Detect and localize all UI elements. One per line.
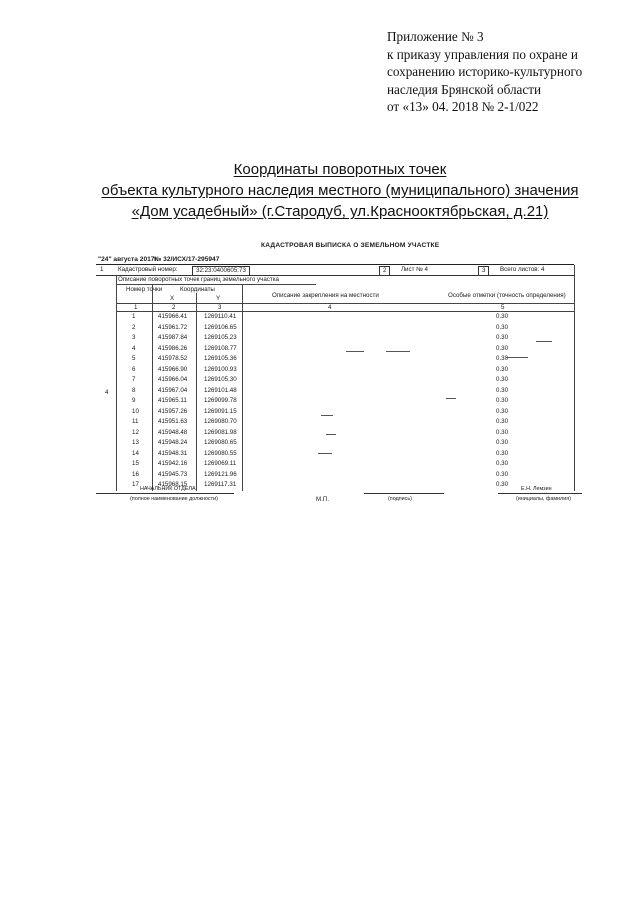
appendix-block <box>387 28 627 116</box>
cadastral-extract-scan <box>96 240 586 510</box>
coord-y: 1269080.55 <box>204 449 237 457</box>
accuracy: 0.30 <box>496 355 509 362</box>
point-number: 13 <box>132 439 139 446</box>
index-cell: 5 <box>501 304 505 311</box>
accuracy: 0.30 <box>496 481 509 488</box>
coord-y: 1269069.11 <box>204 460 237 467</box>
accuracy: 0.30 <box>496 397 509 404</box>
coord-x: 415961.72 <box>158 323 188 331</box>
coord-x: 415948.48 <box>158 428 188 436</box>
signer-name: Е.Н. Лемзин <box>521 486 552 492</box>
extract-table <box>96 264 574 491</box>
sheet-label: Лист № 4 <box>401 266 428 273</box>
section-label: Описание поворотных точек границ земельного участка <box>118 276 279 283</box>
index-cell: 2 <box>172 304 176 311</box>
coord-y: 1269110.41 <box>204 313 237 320</box>
index-cell: 1 <box>134 304 138 311</box>
point-number: 8 <box>132 386 136 394</box>
coord-x: 415966.90 <box>158 365 188 373</box>
table-row <box>116 376 576 384</box>
point-number: 9 <box>132 397 136 404</box>
table-row <box>116 313 576 321</box>
point-number: 5 <box>132 355 136 362</box>
coord-x: 415948.24 <box>158 439 188 446</box>
cadastral-number: 32:23:0400605:73 <box>192 266 250 276</box>
table-row <box>116 460 576 468</box>
accuracy: 0.30 <box>496 460 509 467</box>
total-box: 3 <box>478 266 489 276</box>
title-line: «Дом усадебный» (г.Стародуб, ул.Краснооктябрьская, д.21) <box>131 203 549 220</box>
scan-mark <box>506 357 528 358</box>
accuracy: 0.30 <box>496 439 509 446</box>
coord-x: 415942.16 <box>158 460 188 467</box>
point-number: 17 <box>132 481 139 488</box>
table-row <box>116 450 576 458</box>
point-number: 3 <box>132 334 136 341</box>
signer-name-caption: (инициалы, фамилия) <box>516 496 571 502</box>
accuracy: 0.30 <box>496 407 509 415</box>
extract-date: "24" августа 2017г. <box>98 256 159 263</box>
accuracy: 0.30 <box>496 428 509 436</box>
table-row <box>116 366 576 374</box>
signature-line <box>96 493 234 494</box>
accuracy: 0.30 <box>496 365 509 373</box>
coord-y: 1269081.98 <box>204 428 237 436</box>
document-title <box>60 159 620 222</box>
coord-x: 415968.15 <box>158 481 188 488</box>
form-number: 1 <box>100 266 104 273</box>
total-label: Всего листов: 4 <box>500 266 545 273</box>
header-x: X <box>170 295 175 302</box>
accuracy: 0.30 <box>496 313 509 320</box>
coord-x: 415986.26 <box>158 344 188 352</box>
coord-x: 415945.73 <box>158 470 188 478</box>
accuracy: 0.30 <box>496 376 509 383</box>
divider <box>116 303 574 304</box>
appendix-line: к приказу управления по охране и <box>387 46 578 62</box>
title-line: объекта культурного наследия местного (муниципального) значения <box>101 182 579 199</box>
coord-x: 415965.11 <box>158 397 187 404</box>
signature-line <box>364 493 444 494</box>
accuracy: 0.30 <box>496 418 509 425</box>
coord-x: 415966.04 <box>158 376 188 383</box>
scan-mark <box>446 398 456 399</box>
index-cell: 4 <box>328 304 332 311</box>
coord-x: 415967.04 <box>158 386 188 394</box>
accuracy: 0.30 <box>496 449 509 457</box>
accuracy: 0.30 <box>496 323 509 331</box>
coord-x: 415948.31 <box>158 449 188 457</box>
table-row <box>116 439 576 447</box>
header-number: Номер точки <box>126 286 163 293</box>
point-number: 2 <box>132 323 136 331</box>
coord-y: 1269091.15 <box>204 407 237 415</box>
header-notes: Особые отметки (точность определения) <box>448 292 566 299</box>
coord-y: 1269101.48 <box>204 386 237 394</box>
point-number: 10 <box>132 407 139 415</box>
point-number: 11 <box>132 418 139 425</box>
extract-heading: КАДАСТРОВАЯ ВЫПИСКА О ЗЕМЕЛЬНОМ УЧАСТКЕ <box>261 242 440 249</box>
header-coords: Координаты <box>180 286 215 293</box>
table-row <box>116 387 576 395</box>
coord-x: 415987.84 <box>158 334 188 341</box>
coord-y: 1269121.96 <box>204 470 237 478</box>
scan-mark <box>326 434 336 435</box>
table-row <box>116 397 576 405</box>
scan-mark <box>321 415 333 416</box>
appendix-line: наследия Брянской области <box>387 81 542 97</box>
coord-y: 1269105.36 <box>204 355 237 362</box>
divider <box>116 311 574 312</box>
accuracy: 0.30 <box>496 334 509 341</box>
coord-x: 415951.63 <box>158 418 188 425</box>
header-description: Описание закрепления на местности <box>272 292 379 299</box>
point-number: 12 <box>132 428 139 436</box>
table-row <box>116 324 576 332</box>
index-cell: 3 <box>218 304 222 311</box>
coord-y: 1269080.70 <box>204 418 237 425</box>
point-number: 16 <box>132 470 139 478</box>
side-mark: 4 <box>105 389 109 396</box>
scan-mark <box>318 453 332 454</box>
point-number: 1 <box>132 313 136 320</box>
coord-x: 415978.52 <box>158 355 188 362</box>
coord-y: 1269106.65 <box>204 323 237 331</box>
coord-y: 1269105.30 <box>204 376 237 383</box>
table-row <box>116 418 576 426</box>
appendix-line: сохранению историко-культурного <box>387 64 583 80</box>
coord-y: 1269080.65 <box>204 439 237 446</box>
title-line: Координаты поворотных точек <box>233 161 447 178</box>
divider <box>116 284 316 285</box>
point-number: 4 <box>132 344 136 352</box>
point-number: 6 <box>132 365 136 373</box>
table-row <box>116 408 576 416</box>
table-row <box>116 334 576 342</box>
coord-y: 1269105.23 <box>204 334 237 341</box>
accuracy: 0.30 <box>496 470 509 478</box>
scan-mark <box>536 341 552 342</box>
coord-y: 1269100.93 <box>204 365 237 373</box>
coord-y: 1269099.78 <box>204 397 237 404</box>
header-y: Y <box>216 295 221 302</box>
coord-y: 1269108.77 <box>204 344 237 352</box>
scan-mark <box>346 351 364 352</box>
signer-position-caption: (полное наименование должности) <box>130 496 218 502</box>
accuracy: 0.30 <box>496 344 509 352</box>
table-row <box>116 471 576 479</box>
signer-position: НАЧАЛЬНИК ОТДЕЛА <box>140 486 196 492</box>
coord-x: 415966.41 <box>158 313 188 320</box>
coord-x: 415957.26 <box>158 407 188 415</box>
sign-caption: (подпись) <box>388 496 412 502</box>
scan-mark <box>386 351 410 352</box>
sheet-box: 2 <box>379 266 390 276</box>
table-row <box>116 429 576 437</box>
signature-line <box>498 493 582 494</box>
extract-reg-number: № 32/ИСХ/17-295947 <box>154 256 220 263</box>
point-number: 7 <box>132 376 136 383</box>
coord-y: 1269117.31 <box>204 481 237 488</box>
appendix-line: Приложение № 3 <box>387 29 484 44</box>
accuracy: 0.30 <box>496 386 509 394</box>
point-number: 14 <box>132 449 139 457</box>
appendix-line: от «13» 04. 2018 № 2-1/022 <box>387 99 539 115</box>
extract-header-row <box>96 265 574 276</box>
stamp-mark: М.П. <box>316 496 330 503</box>
point-number: 15 <box>132 460 139 467</box>
cadastral-label: Кадастровый номер: <box>118 266 178 273</box>
